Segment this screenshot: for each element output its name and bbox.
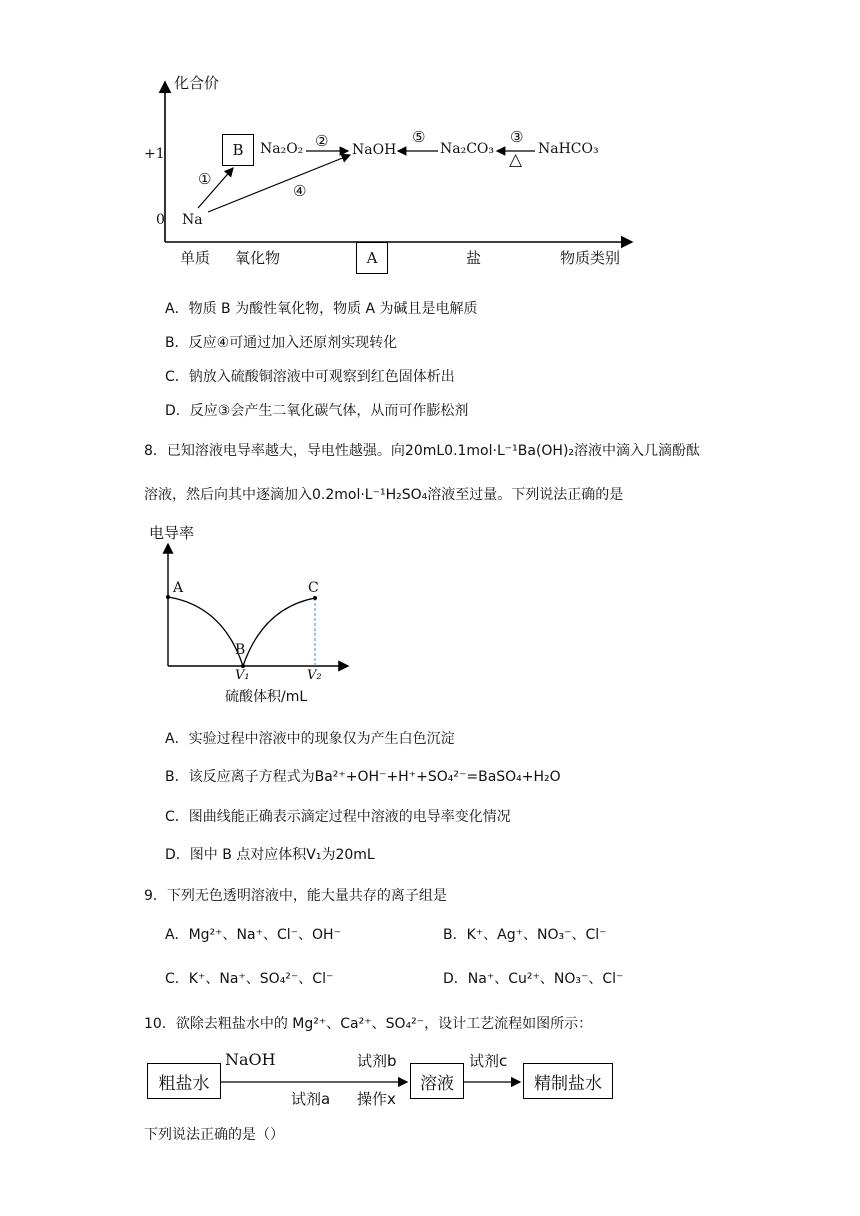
flow-naoh: NaOH bbox=[225, 1050, 276, 1069]
conductivity-curve-down bbox=[168, 597, 246, 666]
flow-box-solution bbox=[410, 1063, 464, 1099]
y-axis-label: 化合价 bbox=[174, 74, 220, 92]
q9-option-a: A．Mg²⁺、Na⁺、Cl⁻、OH⁻ bbox=[165, 927, 341, 943]
x-category-element: 单质 bbox=[180, 249, 211, 267]
flow-box-crude-brine bbox=[147, 1063, 221, 1099]
flow-box-refined-brine-label: 精制盐水 bbox=[534, 1073, 602, 1094]
conductivity-graph bbox=[145, 518, 365, 703]
flow-operation-x: 操作x bbox=[357, 1090, 396, 1108]
reaction-4-label: ④ bbox=[293, 182, 307, 200]
q9-option-c: C．K⁺、Na⁺、SO₄²⁻、Cl⁻ bbox=[165, 971, 334, 987]
q10-stem: 10．欲除去粗盐水中的 Mg²⁺、Ca²⁺、SO₄²⁻，设计工艺流程如图所示： bbox=[144, 1016, 593, 1032]
reaction-3-label: ③ bbox=[510, 128, 524, 146]
heating-delta-icon: △ bbox=[509, 150, 523, 170]
x-category-salt: 盐 bbox=[466, 249, 482, 267]
q8-option-b: B．该反应离子方程式为Ba²⁺+OH⁻+H⁺+SO₄²⁻=BaSO₄+H₂O bbox=[165, 769, 561, 785]
box-a bbox=[356, 242, 388, 274]
q8-option-d: D．图中 B 点对应体积V₁为20mL bbox=[165, 847, 375, 863]
box-b-label: B bbox=[232, 141, 244, 159]
box-a-label: A bbox=[366, 249, 378, 267]
point-b-label: B bbox=[235, 642, 246, 658]
q9-option-b: B．K⁺、Ag⁺、NO₃⁻、Cl⁻ bbox=[443, 927, 607, 943]
q7-option-d: D．反应③会产生二氧化碳气体，从而可作膨松剂 bbox=[165, 403, 469, 419]
flow-reagent-c: 试剂c bbox=[469, 1052, 508, 1070]
formula-nahco3: NaHCO₃ bbox=[538, 141, 599, 157]
v1-label: V₁ bbox=[235, 668, 250, 683]
q7-option-a: A．物质 B 为酸性氧化物，物质 A 为碱且是电解质 bbox=[165, 301, 478, 317]
tick-zero: 0 bbox=[156, 212, 165, 228]
q8-option-a: A．实验过程中溶液中的现象仅为产生白色沉淀 bbox=[165, 731, 455, 747]
flow-box-crude-brine-label: 粗盐水 bbox=[158, 1073, 210, 1094]
q9-stem: 9．下列无色透明溶液中，能大量共存的离子组是 bbox=[144, 888, 447, 904]
flow-box-solution-label: 溶液 bbox=[420, 1073, 454, 1094]
q8-stem-line2: 溶液，然后向其中逐滴加入0.2mol·L⁻¹H₂SO₄溶液至过量。下列说法正确的是 bbox=[144, 487, 624, 503]
formula-na: Na bbox=[182, 212, 203, 228]
flow-reagent-b: 试剂b bbox=[357, 1052, 397, 1070]
v2-label: V₂ bbox=[307, 668, 322, 683]
flow-reagent-a: 试剂a bbox=[291, 1090, 331, 1108]
valence-diagram bbox=[140, 70, 640, 280]
point-a-label: A bbox=[173, 580, 184, 596]
formula-na2co3: Na₂CO₃ bbox=[440, 141, 495, 157]
tick-plus-1: +1 bbox=[144, 146, 165, 162]
x-axis-label: 物质类别 bbox=[560, 249, 621, 267]
reaction-5-label: ⑤ bbox=[412, 128, 426, 146]
q8-option-c: C．图曲线能正确表示滴定过程中溶液的电导率变化情况 bbox=[165, 809, 511, 825]
point-c-label: C bbox=[308, 580, 319, 596]
graph-ylabel: 电导率 bbox=[149, 524, 195, 542]
formula-na2o2: Na₂O₂ bbox=[260, 141, 304, 157]
reaction-1-label: ① bbox=[198, 170, 212, 188]
x-category-oxide: 氧化物 bbox=[235, 249, 281, 267]
reaction-2-label: ② bbox=[315, 132, 329, 150]
q9-option-d: D．Na⁺、Cu²⁺、NO₃⁻、Cl⁻ bbox=[443, 971, 624, 987]
flow-box-refined-brine bbox=[523, 1063, 613, 1099]
q7-option-b: B．反应④可通过加入还原剂实现转化 bbox=[165, 335, 398, 351]
q8-stem-line1: 8．已知溶液电导率越大，导电性越强。向20mL0.1mol·L⁻¹Ba(OH)₂溶液中滴入几滴酚酞 bbox=[144, 443, 701, 459]
q10-tail: 下列说法正确的是（） bbox=[144, 1127, 284, 1143]
conductivity-curve-up bbox=[243, 598, 315, 666]
formula-naoh: NaOH bbox=[352, 142, 397, 158]
conductivity-graph-lines bbox=[145, 518, 365, 703]
box-b bbox=[222, 134, 254, 166]
q7-option-c: C．钠放入硫酸铜溶液中可观察到红色固体析出 bbox=[165, 369, 455, 385]
graph-xlabel: 硫酸体积/mL bbox=[225, 689, 308, 705]
process-flow bbox=[145, 1048, 615, 1110]
